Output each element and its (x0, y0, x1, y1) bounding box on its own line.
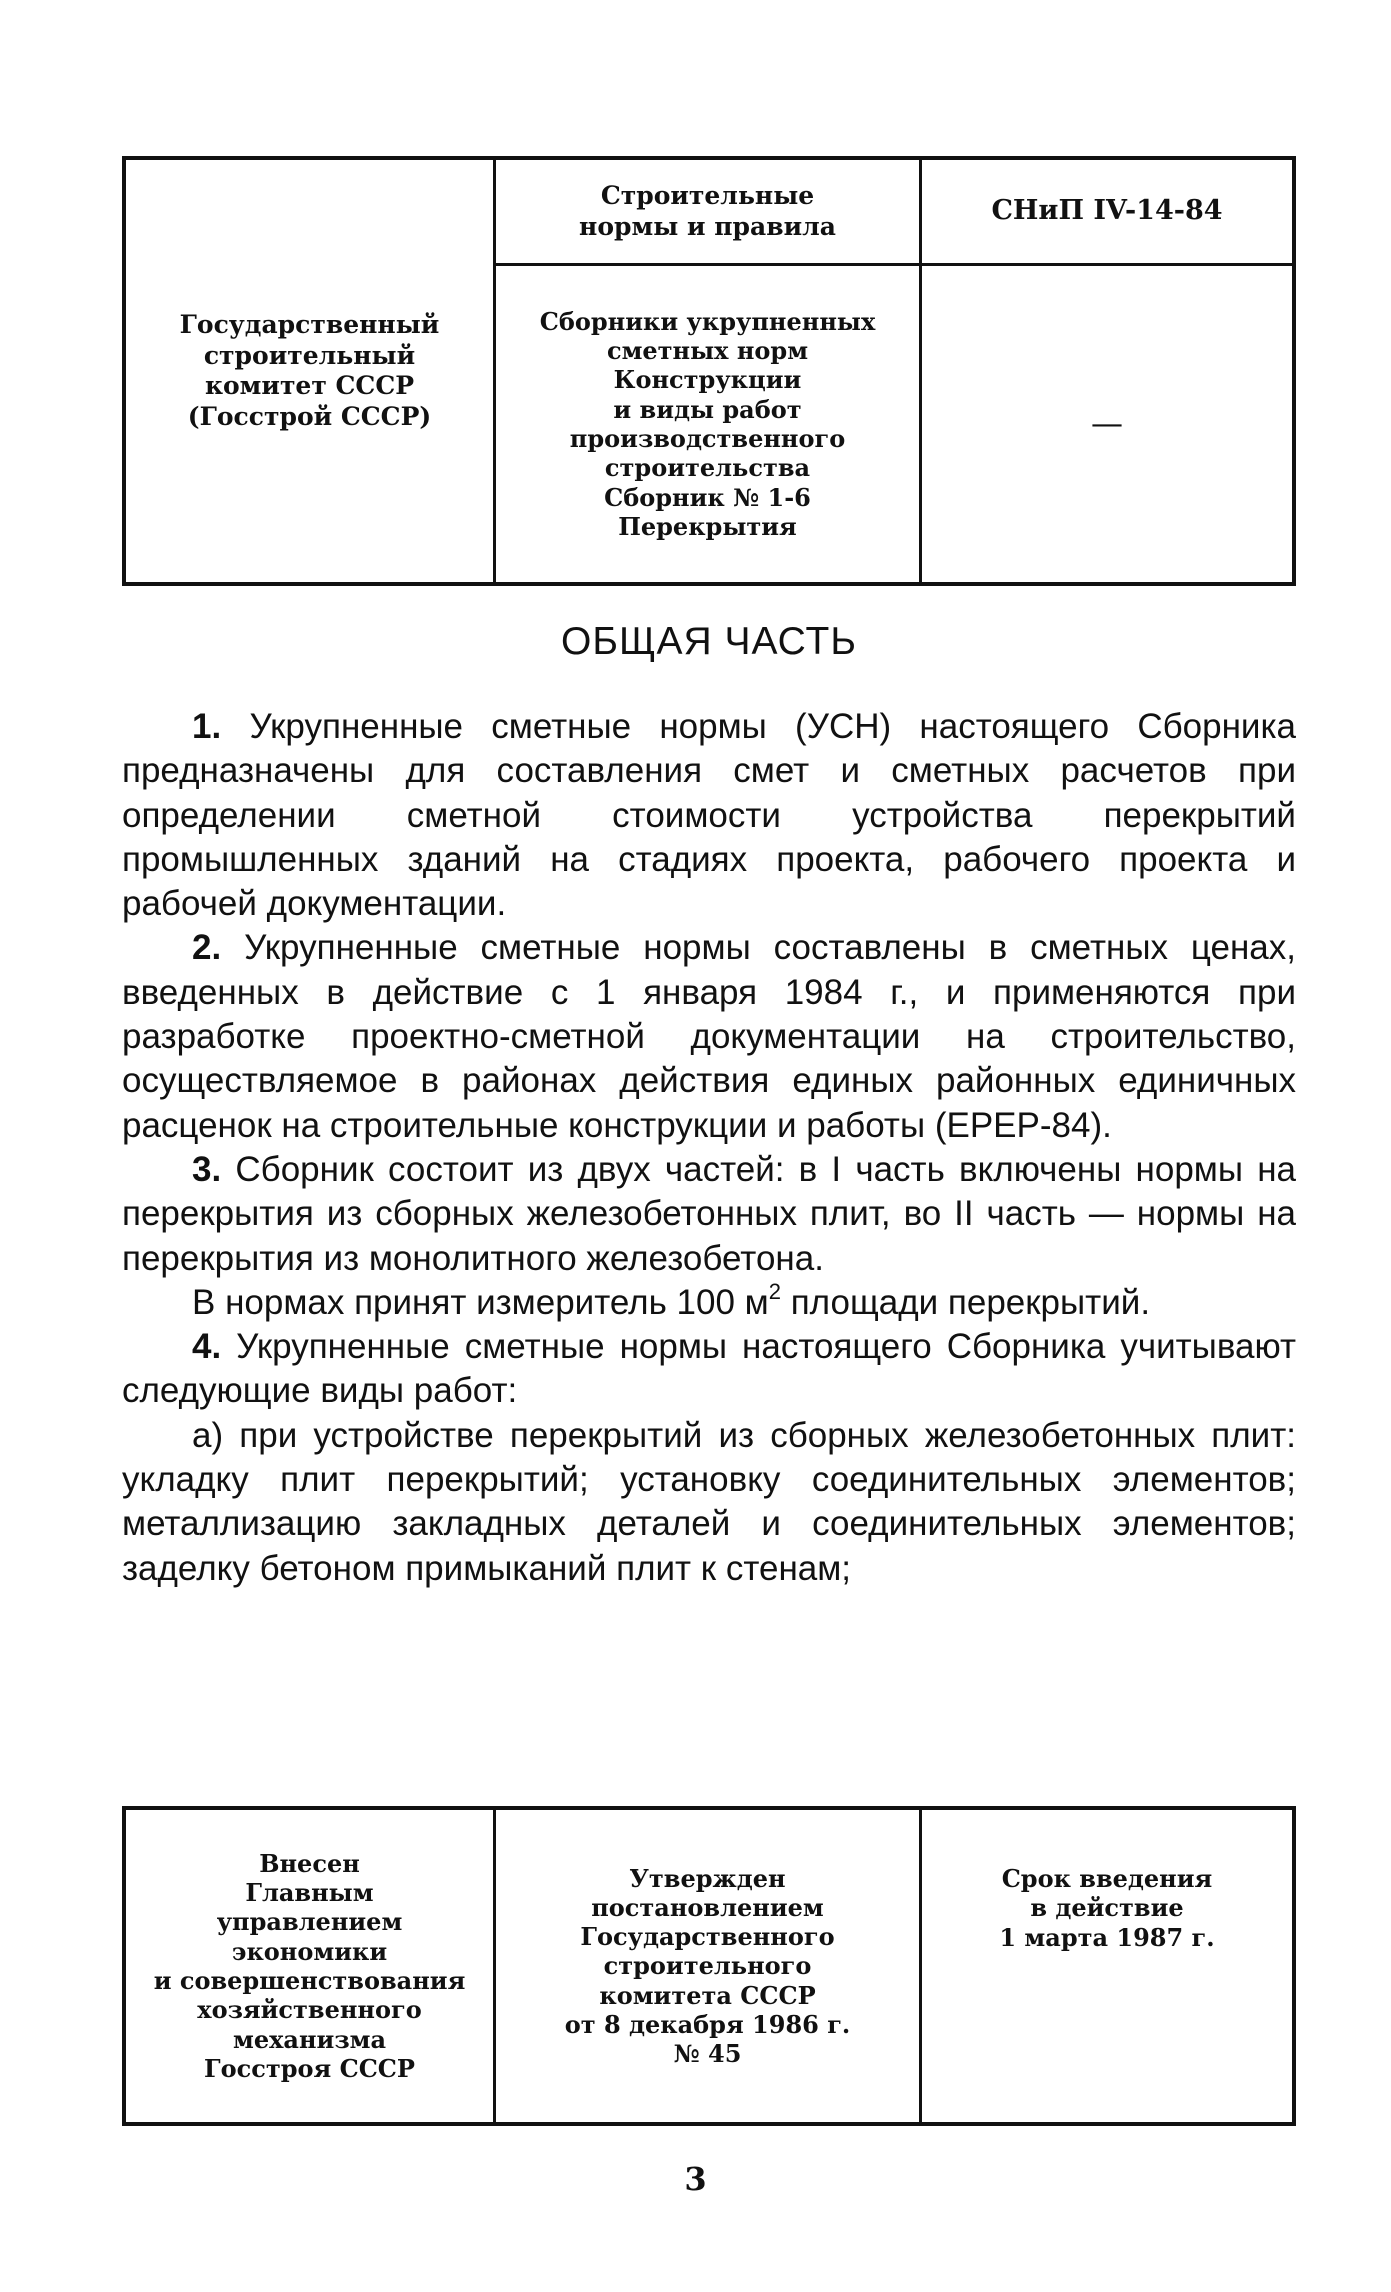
body-text (122, 705, 1296, 1591)
paragraph-1 (122, 705, 1296, 926)
paragraph-text: Укрупненные сметные нормы настоящего Сборника учитывают следующие виды работ: (122, 1327, 1296, 1411)
effective-date-cell: Срок введения в действие 1 марта 1987 г. (999, 1864, 1215, 1952)
section-title: ОБЩАЯ ЧАСТЬ (561, 620, 857, 663)
paragraph-text: Укрупненные сметные нормы составлены в сметных ценах, введенных в действие с 1 января 1984 г., и применяются при разработке проектно-сметной документации на строительство, осуществляемое в районах действия единых районных единичных расценок на строительные конструкции и работы (ЕРЕР-84). (122, 928, 1296, 1145)
paragraph-4a (122, 1414, 1296, 1591)
paragraph-number: 4. (192, 1327, 222, 1367)
paragraph-text: Укрупненные сметные нормы (УСН) настоящего Сборника предназначены для составления смет и сметных расчетов при определении сметной стоимости устройства перекрытий промышленных зданий на стадиях проекта, рабочего проекта и рабочей документации. (122, 707, 1296, 924)
paragraph-text: Сборник состоит из двух частей: в I часть включены нормы на перекрытия из сборных железобетонных плит, во II часть — нормы на перекрытия из монолитного железобетона. (122, 1149, 1296, 1278)
introduced-by-cell: Внесен Главным управлением экономики и совершенствования хозяйственного механизма Госстроя СССР (126, 1810, 496, 2122)
organization-cell: Государственный строительный комитет СССР (Госстрой СССР) (126, 160, 496, 582)
footer-table (122, 1806, 1296, 2126)
collection-title-cell: Сборники укрупненных сметных норм Конструкции и виды работ производственного строительства Сборник № 1-6 Перекрытия (496, 266, 922, 582)
paragraph-3b (122, 1281, 1296, 1325)
approved-by-cell: Утвержден постановлением Государственного строительного комитета СССР от 8 декабря 1986 г. № 45 (496, 1810, 922, 2122)
paragraph-text: а) при устройстве перекрытий из сборных железобетонных плит: укладку плит перекрытий; установку соединительных элементов; металлизацию закладных деталей и соединительных элементов; заделку бетоном примыканий плит к стенам; (122, 1415, 1296, 1588)
paragraph-number: 3. (192, 1149, 222, 1189)
page-number: 3 (684, 2160, 707, 2198)
paragraph-text: В нормах принят измеритель 100 м (192, 1282, 769, 1322)
paragraph-4 (122, 1325, 1296, 1414)
paragraph-2 (122, 926, 1296, 1147)
paragraph-3 (122, 1148, 1296, 1281)
header-table (122, 156, 1296, 586)
document-code-cell: СНиП IV-14-84 (922, 160, 1292, 266)
norms-title-cell: Строительные нормы и правила (496, 160, 922, 266)
paragraph-number: 1. (192, 707, 222, 746)
paragraph-text: площади перекрытий. (780, 1282, 1151, 1322)
superscript: 2 (768, 1279, 781, 1305)
dash-cell: — (1091, 404, 1123, 443)
paragraph-number: 2. (192, 928, 222, 968)
